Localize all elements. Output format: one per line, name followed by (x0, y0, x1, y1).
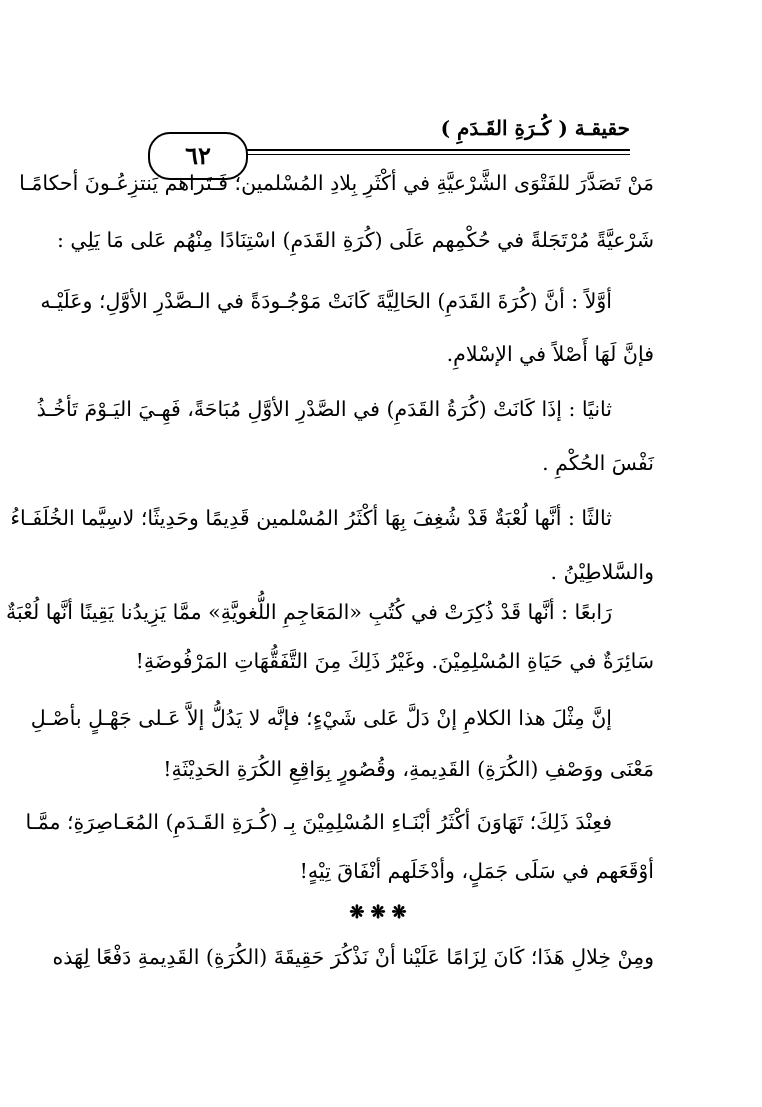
text-line: أوْقَعَهم في سَلَى جَمَلٍ، وأدْخَلَهم أنْفَاقَ تِيْهٍ! (299, 859, 654, 883)
running-header (186, 110, 630, 150)
text-line: شَرْعيَّةً مُرْتَجَلةً في حُكْمِهم عَلَى (كُرَةِ القَدَمِ) اسْتِنَادًا مِنْهُم عَلى مَا يَلِي : (57, 228, 654, 252)
text-line: فإنَّ لَهَا أَصْلاً في الإسْلامِ. (446, 342, 654, 366)
text-line: مَعْنَى ووَصْفِ (الكُرَةِ) القَدِيمةِ، وقُصُورٍ بِوَاقِعِ الكُرَةِ الحَدِيْثَةِ! (163, 757, 654, 781)
text-line: أوَّلاً : أنَّ (كُرَةَ القَدَمِ) الحَالِيَّةَ كَانَتْ مَوْجُـودَةً في الـصَّدْرِ الأوَّلِ؛ وعَلَيْـه (40, 289, 612, 313)
text-line: نَفْسَ الحُكْمِ . (542, 451, 654, 475)
text-line: إنَّ مِثْلَ هذا الكلامِ إنْ دَلَّ عَلى شَيْءٍ؛ فإنَّه لا يَدُلُّ إلاَّ عَـلى جَهْـلٍ بأصْـلِ (30, 706, 612, 730)
text-line: ثانيًا : إذَا كَانَتْ (كُرَةُ القَدَمِ) في الصَّدْرِ الأوَّلِ مُبَاحَةً، فَهِـيَ اليَـوْمَ تَأخُـذُ (36, 397, 612, 421)
page-number: ٦٢ (148, 132, 248, 180)
text-line: والسَّلاطِيْنُ . (550, 560, 654, 584)
text-line: فعِنْدَ ذَلِكَ؛ تَهَاوَنَ أكْثَرُ أبْنَـاءِ المُسْلِمِيْنَ بِـ (كُـرَةِ القَـدَمِ) المُعَـاصِرَةِ؛ ممَّـا (25, 810, 612, 834)
header-rule-thin (186, 154, 630, 155)
text-line: ومِنْ خِلالِ هَذَا؛ كَانَ لِزَامًا عَلَيْنا أنْ نَذْكُرَ حَقِيقَةَ (الكُرَةِ) القَدِيمةِ دَفْعًا لِهَذه (52, 945, 654, 969)
text-line: ثالثًا : أنَّها لُعْبَةٌ قَدْ شُغِفَ بِهَا أكْثَرُ المُسْلمين قَدِيمًا وحَدِيثًا؛ لاسِيَّما الخُلَفَـاءُ (10, 506, 612, 530)
text-line: مَنْ تَصَدَّرَ للفَتْوَى الشَّرْعيَّةِ في أكْثَرِ بِلادِ المُسْلمين؛ فَـتَراهم يَنتزِعُـونَ أحكامًـا (19, 171, 654, 195)
text-line: رَابعًا : أنَّها قَدْ ذُكِرَتْ في كُتُبِ «المَعَاجِمِ اللُّغويَّةِ» ممَّا يَزِيدُنا يَقِينًا أنَّها لُعْبَةٌ (5, 600, 612, 624)
text-line: سَائِرَةٌ في حَيَاةِ المُسْلِمِيْنَ. وغَيْرُ ذَلِكَ مِنَ التَّفَقُّهَاتِ المَرْفُوضَةِ! (135, 649, 654, 673)
section-separator: ❋❋❋ (349, 902, 413, 923)
header-rule-thick (186, 149, 630, 151)
header-title: حقيقـة ( كُـرَةِ القَـدَمِ ) (440, 116, 630, 140)
